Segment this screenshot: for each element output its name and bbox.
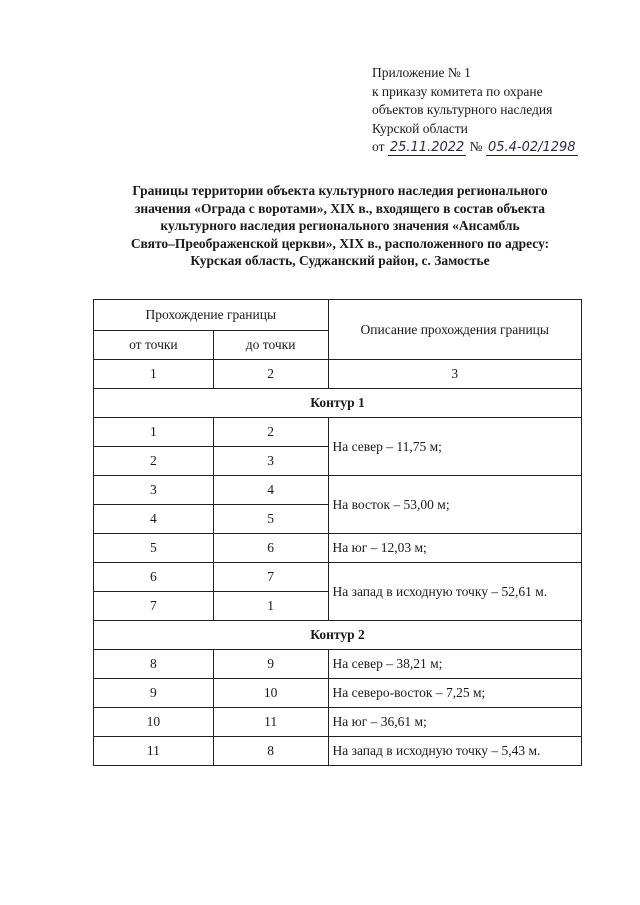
document-heading <box>90 182 590 270</box>
description-cell: На север – 38,21 м; <box>328 650 581 679</box>
appendix-block <box>372 64 578 157</box>
description-cell: На юг – 12,03 м; <box>328 534 581 563</box>
boundary-table <box>93 299 582 766</box>
from-point-cell: 2 <box>94 447 214 476</box>
table-row <box>94 418 582 447</box>
to-point-cell: 1 <box>213 592 328 621</box>
to-point-cell: 4 <box>213 476 328 505</box>
to-point-cell: 10 <box>213 679 328 708</box>
appendix-date-number-line <box>372 138 578 157</box>
column-number: 2 <box>213 360 328 389</box>
heading-line: Курская область, Суджанский район, с. Замостье <box>190 253 490 268</box>
to-point-cell: 5 <box>213 505 328 534</box>
description-cell: На восток – 53,00 м; <box>328 476 581 534</box>
number-sign: № <box>469 139 483 154</box>
description-cell: На север – 11,75 м; <box>328 418 581 476</box>
from-point-cell: 11 <box>94 737 214 766</box>
description-cell: На юг – 36,61 м; <box>328 708 581 737</box>
description-cell: На запад в исходную точку – 5,43 м. <box>328 737 581 766</box>
appendix-committee-line: объектов культурного наследия <box>372 102 553 117</box>
table-row <box>94 679 582 708</box>
table-header-row <box>94 300 582 331</box>
to-point-cell: 9 <box>213 650 328 679</box>
order-date: 25.11.2022 <box>389 140 465 155</box>
from-point-cell: 3 <box>94 476 214 505</box>
heading-line: Свято–Преображенской церкви», XIX в., расположенного по адресу: <box>130 235 550 251</box>
to-point-cell: 7 <box>213 563 328 592</box>
contour-1-title: Контур 1 <box>94 389 582 418</box>
appendix-title: Приложение № 1 <box>372 65 471 80</box>
column-number: 1 <box>94 360 214 389</box>
to-point-cell: 11 <box>213 708 328 737</box>
contour-title-row <box>94 389 582 418</box>
table-row <box>94 563 582 592</box>
from-point-cell: 4 <box>94 505 214 534</box>
description-cell: На северо-восток – 7,25 м; <box>328 679 581 708</box>
header-from-point: от точки <box>94 331 214 360</box>
from-point-cell: 6 <box>94 563 214 592</box>
appendix-region-line: Курской области <box>372 120 468 136</box>
description-cell: На запад в исходную точку – 52,61 м. <box>328 563 581 621</box>
from-label: от <box>372 139 385 154</box>
appendix-order-line: к приказу комитета по охране <box>372 83 543 99</box>
table-row <box>94 476 582 505</box>
to-point-cell: 3 <box>213 447 328 476</box>
table-row <box>94 650 582 679</box>
to-point-cell: 6 <box>213 534 328 563</box>
contour-2-title: Контур 2 <box>94 621 582 650</box>
from-point-cell: 8 <box>94 650 214 679</box>
contour-title-row <box>94 621 582 650</box>
order-number: 05.4-02/1298 <box>487 140 576 155</box>
to-point-cell: 2 <box>213 418 328 447</box>
table-row <box>94 737 582 766</box>
header-description: Описание прохождения границы <box>328 300 581 360</box>
from-point-cell: 9 <box>94 679 214 708</box>
column-number-row <box>94 360 582 389</box>
column-number: 3 <box>328 360 581 389</box>
from-point-cell: 5 <box>94 534 214 563</box>
table-row <box>94 534 582 563</box>
table-row <box>94 708 582 737</box>
heading-line: значения «Ограда с воротами», XIX в., входящего в состав объекта <box>134 200 546 216</box>
to-point-cell: 8 <box>213 737 328 766</box>
from-point-cell: 1 <box>94 418 214 447</box>
from-point-cell: 10 <box>94 708 214 737</box>
heading-line: Границы территории объекта культурного наследия регионального <box>132 183 548 198</box>
heading-line: культурного наследия регионального значения «Ансамбль <box>160 218 520 233</box>
header-boundary-passage: Прохождение границы <box>94 300 329 331</box>
header-to-point: до точки <box>213 331 328 360</box>
from-point-cell: 7 <box>94 592 214 621</box>
